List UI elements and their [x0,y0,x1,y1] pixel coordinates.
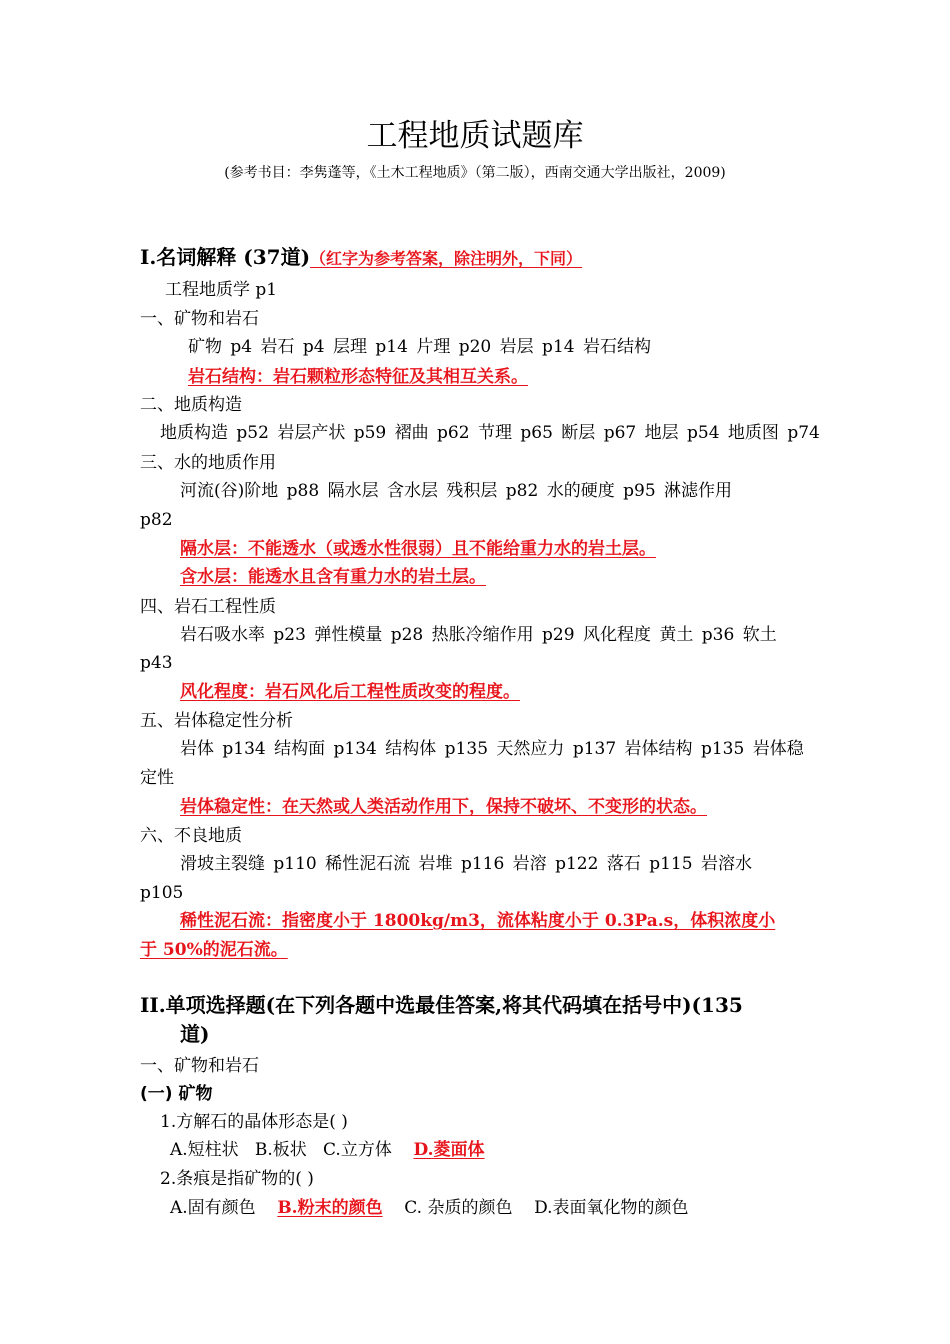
term-list-cont: p105 [140,883,184,903]
term-list: 滑坡主裂缝 p110 稀性泥石流 岩堆 p116 岩溶 p122 落石 p115 岩溶水 [180,854,752,874]
question-text: 2.条痕是指矿物的( ) [160,1169,314,1189]
question-options [170,1139,485,1161]
option-b-answer: B.粉末的颜色 [277,1198,383,1218]
term-list-cont: 定性 [140,768,174,788]
subsection-heading: (一) 矿物 [140,1084,213,1104]
definition: 稀性泥石流：指密度小于 1800kg/m3，流体粘度小于 0.3Pa.s，体积浓度小 [180,911,776,931]
part1-note: （红字为参考答案，除注明外，下同） [310,249,583,268]
option-c: C.立方体 [323,1140,392,1160]
section-heading: 六、不良地质 [140,826,242,846]
section-heading: 五、岩体稳定性分析 [140,711,293,731]
definition: 含水层：能透水且含有重力水的岩土层。 [180,567,486,587]
definition: 岩石结构：岩石颗粒形态特征及其相互关系。 [188,367,528,387]
part2-heading: II.单项选择题(在下列各题中选最佳答案,将其代码填在括号中)(135 [140,993,743,1017]
reference-note: (参考书目：李隽蓬等，《土木工程地质》（第二版），西南交通大学出版社，2009) [224,165,726,181]
section-heading: 三、水的地质作用 [140,453,276,473]
option-c: C. 杂质的颜色 [404,1198,513,1218]
definition: 隔水层：不能透水（或透水性很弱）且不能给重力水的岩土层。 [180,539,656,559]
term-list: 河流(谷)阶地 p88 隔水层 含水层 残积层 p82 水的硬度 p95 淋滤作用 [180,481,733,501]
part2-heading-cont: 道) [180,1022,210,1046]
part1-heading-line [140,243,582,271]
term-list-cont: p82 [140,510,173,530]
section-heading: 一、矿物和岩石 [140,309,259,329]
term-list: 岩体 p134 结构面 p134 结构体 p135 天然应力 p137 岩体结构 p135 岩体稳 [180,739,804,759]
section-heading: 二、地质构造 [140,395,242,415]
option-d-answer: D.菱面体 [413,1140,485,1160]
option-a: A.短柱状 [170,1140,239,1160]
definition-cont: 于 50%的泥石流。 [140,940,288,960]
option-a: A.固有颜色 [170,1198,256,1218]
term-list: 矿物 p4 岩石 p4 层理 p14 片理 p20 岩层 p14 岩石结构 [188,337,651,357]
question-options [170,1197,689,1219]
term-list: 岩石吸水率 p23 弹性模量 p28 热胀冷缩作用 p29 风化程度 黄土 p36 软土 [180,625,777,645]
section-heading: 四、岩石工程性质 [140,597,276,617]
section-heading: 一、矿物和岩石 [140,1056,259,1076]
option-d: D.表面氧化物的颜色 [534,1198,689,1218]
intro-term: 工程地质学 p1 [165,280,278,300]
definition: 风化程度：岩石风化后工程性质改变的程度。 [180,682,520,702]
definition: 岩体稳定性：在天然或人类活动作用下，保持不破坏、不变形的状态。 [180,797,707,817]
question-text: 1.方解石的晶体形态是( ) [160,1112,348,1132]
term-list-cont: p43 [140,653,173,673]
part1-heading: I.名词解释 (37道) [140,245,311,269]
document-title: 工程地质试题库 [366,118,584,154]
term-list: 地质构造 p52 岩层产状 p59 褶曲 p62 节理 p65 断层 p67 地层 p54 地质图 p74 [160,423,820,443]
option-b: B.板状 [254,1140,307,1160]
